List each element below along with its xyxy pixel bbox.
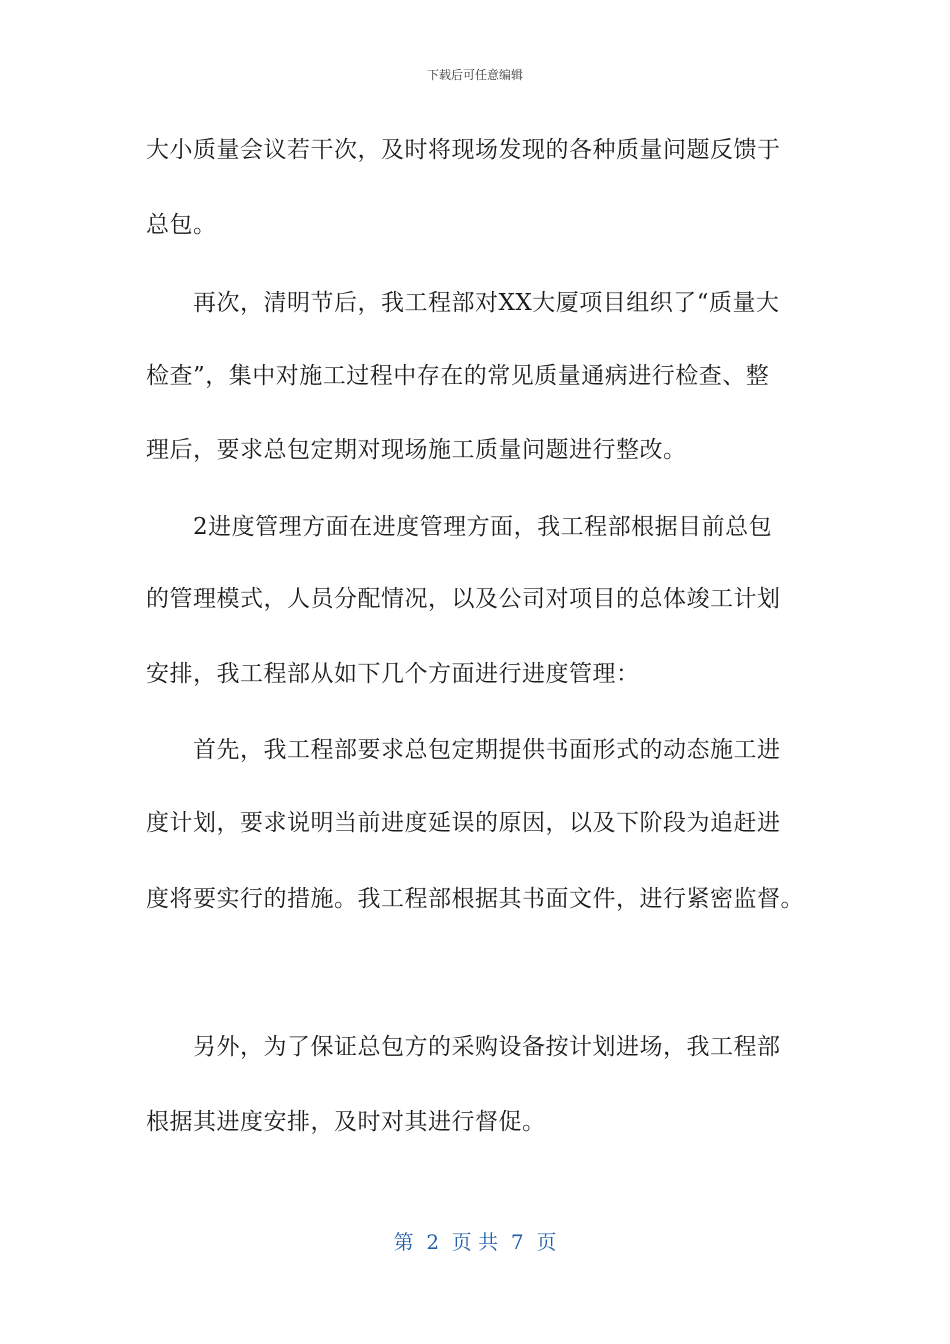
- paragraph-line: 度计划，要求说明当前进度延误的原因，以及下阶段为追赶进: [146, 810, 781, 836]
- paragraph-line: 大小质量会议若干次，及时将现场发现的各种质量问题反馈于: [146, 137, 781, 163]
- paragraph-line: 理后，要求总包定期对现场施工质量问题进行整改。: [146, 437, 687, 463]
- paragraph-line: 安排，我工程部从如下几个方面进行进度管理：: [146, 661, 640, 687]
- paragraph-line: 另外，为了保证总包方的采购设备按计划进场，我工程部: [146, 1034, 781, 1060]
- page-number-footer: 第 2 页 共 7 页: [393, 1230, 557, 1254]
- paragraph-line: 根据其进度安排，及时对其进行督促。: [146, 1109, 546, 1135]
- paragraph-line: 再次，清明节后，我工程部对XX大厦项目组织了“质量大: [146, 290, 780, 316]
- paragraph-line: 度将要实行的措施。我工程部根据其书面文件，进行紧密监督。: [146, 886, 804, 912]
- paragraph-line: 2进度管理方面在进度管理方面，我工程部根据目前总包: [146, 514, 773, 540]
- paragraph-line: 检查”，集中对施工过程中存在的常见质量通病进行检查、整: [146, 363, 770, 389]
- page-header: 下载后可任意编辑: [426, 68, 523, 82]
- paragraph-line: 总包。: [146, 212, 217, 238]
- paragraph-line: 的管理模式，人员分配情况，以及公司对项目的总体竣工计划: [146, 586, 781, 612]
- paragraph-line: 首先，我工程部要求总包定期提供书面形式的动态施工进: [146, 737, 781, 763]
